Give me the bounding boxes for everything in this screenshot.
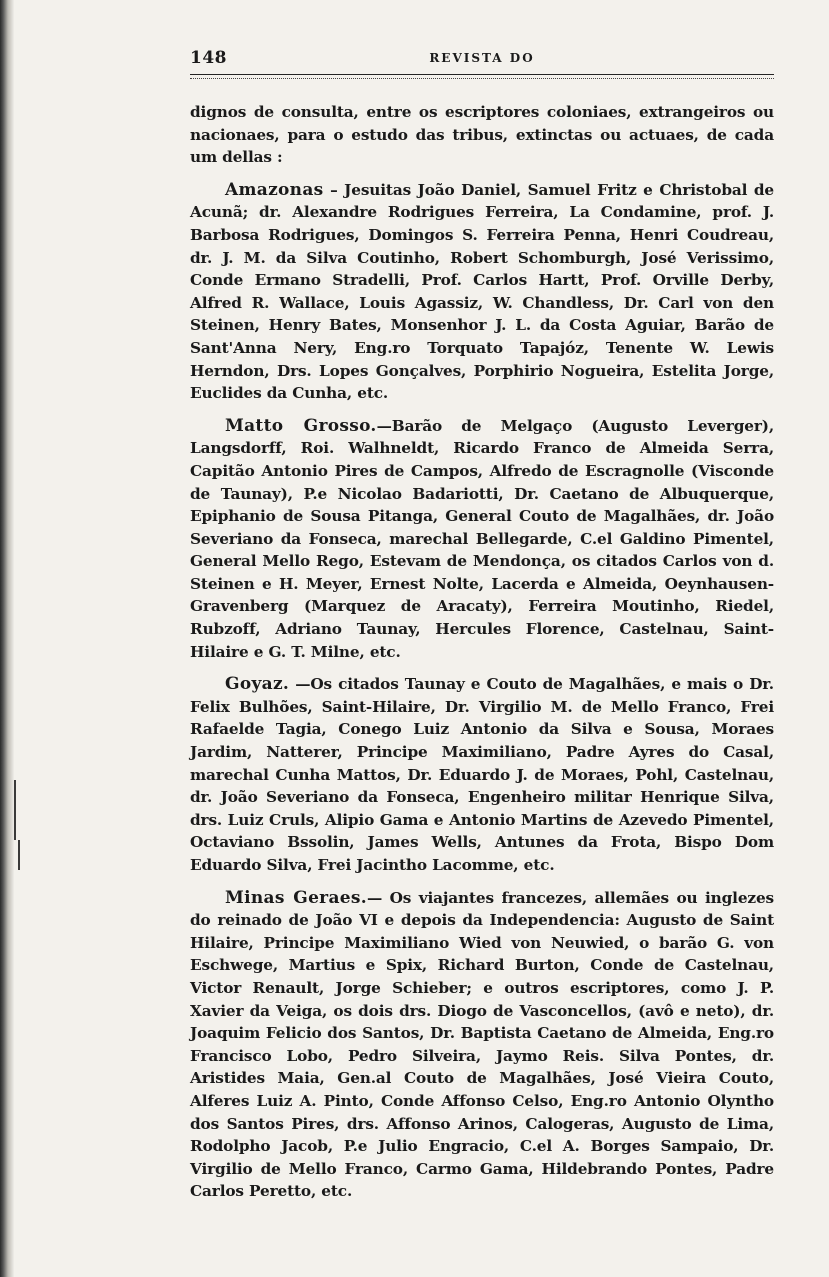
entry-goyaz: [190, 673, 774, 876]
header-rule: [190, 74, 774, 79]
running-title: REVISTA DO: [429, 51, 535, 65]
entry-text: — Os viajantes francezes, allemães ou inglezes do reinado de João VI e depois da Independencia: Augusto de Saint Hilaire, Principe Maximiliano Wied von Neuwied, o barão G. von Eschwege, Martius e Spix, Richard Burton, Conde de Castelnau, Victor Renault, Jorge Schieber; e outros escriptores, como J. P. Xavier da Veiga, os dois drs. Diogo de Vasconcellos, (avô e neto), dr. Joaquim Felicio dos Santos, Dr. Baptista Caetano de Almeida, Eng.ro Francisco Lobo, Pedro Silveira, Jaymo Reis. Silva Pontes, dr. Aristides Maia, Gen.al Couto de Magalhães, José Vieira Couto, Alferes Luiz A. Pinto, Conde Affonso Celso, Eng.ro Antonio Olyntho dos Santos Pires, drs. Affonso Arinos, Calogeras, Augusto de Lima, Rodolpho Jacob, P.e Julio Engracio, C.el A. Borges Sampaio, Dr. Virgilio de Mello Franco, Carmo Gama, Hildebrando Pontes, Padre Carlos Peretto, etc.: [190, 888, 775, 1201]
entry-minas-geraes: [190, 887, 774, 1203]
place-heading: Amazonas: [225, 179, 324, 200]
place-heading: Matto Grosso.: [225, 415, 377, 436]
page-number: 148: [190, 48, 227, 68]
entry-text: —Os citados Taunay e Couto de Magalhães, e mais o Dr. Felix Bulhões, Saint-Hilaire, Dr. Virgilio M. de Mello Franco, Frei Rafaelde Tagia, Conego Luiz Antonio da Silva e Sousa, Moraes Jardim, Natterer, Principe Maximiliano, Padre Ayres do Casal, marechal Cunha Mattos, Dr. Eduardo J. de Moraes, Pohl, Castelnau, dr. João Severiano da Fonseca, Engenheiro militar Henrique Silva, drs. Luiz Cruls, Alipio Gama e Antonio Martins de Azevedo Pimentel, Octaviano Bssolin, James Wells, Antunes da Frota, Bispo Dom Eduardo Silva, Frei Jacintho Lacomme, etc.: [190, 675, 774, 874]
scan-binding-edge: [0, 0, 14, 1277]
page-body: [190, 101, 774, 1203]
book-page: [190, 48, 774, 1213]
entry-amazonas: [190, 179, 774, 405]
entry-matto-grosso: [190, 415, 774, 664]
intro-paragraph: dignos de consulta, entre os escriptores coloniaes, extrangeiros ou nacionaes, para o estudo das tribus, extinctas ou actuaes, de cada um dellas :: [190, 103, 774, 167]
entry-text: – Jesuitas João Daniel, Samuel Fritz e Christobal de Acunã; dr. Alexandre Rodrigues Ferreira, La Condamine, prof. J. Barbosa Rodrigues, Domingos S. Ferreira Penna, Henri Coudreau, dr. J. M. da Silva Coutinho, Robert Schomburgh, José Verissimo, Conde Ermano Stradelli, Prof. Carlos Hartt, Prof. Orville Derby, Alfred R. Wallace, Louis Agassiz, W. Chandless, Dr. Carl von den Steinen, Henry Bates, Monsenhor J. L. da Costa Aguiar, Barão de Sant'Anna Nery, Eng.ro Torquato Tapajóz, Tenente W. Lewis Herndon, Drs. Lopes Gonçalves, Porphirio Nogueira, Estelita Jorge, Euclides da Cunha, etc.: [190, 180, 774, 403]
place-heading: Minas Geraes.: [225, 887, 367, 908]
entry-text: —Barão de Melgaço (Augusto Leverger), Langsdorff, Roi. Walhneldt, Ricardo Franco de Almeida Serra, Capitão Antonio Pires de Campos, Alfredo de Escragnolle (Visconde de Taunay), P.e Nicolao Badariotti, Dr. Caetano de Albuquerque, Epiphanio de Sousa Pitanga, General Couto de Magalhães, dr. João Severiano da Fonseca, marechal Bellegarde, C.el Galdino Pimentel, General Mello Rego, Estevam de Mendonça, os citados Carlos von d. Steinen e H. Meyer, Ernest Nolte, Lacerda e Almeida, Oeynhausen-Gravenberg (Marquez de Aracaty), Ferreira Moutinho, Riedel, Rubzoff, Adriano Taunay, Hercules Florence, Castelnau, Saint-Hilaire e G. T. Milne, etc.: [190, 416, 774, 661]
scan-speck: [18, 840, 20, 870]
scan-speck: [14, 780, 16, 840]
running-head: [190, 48, 774, 74]
place-heading: Goyaz.: [225, 674, 290, 695]
